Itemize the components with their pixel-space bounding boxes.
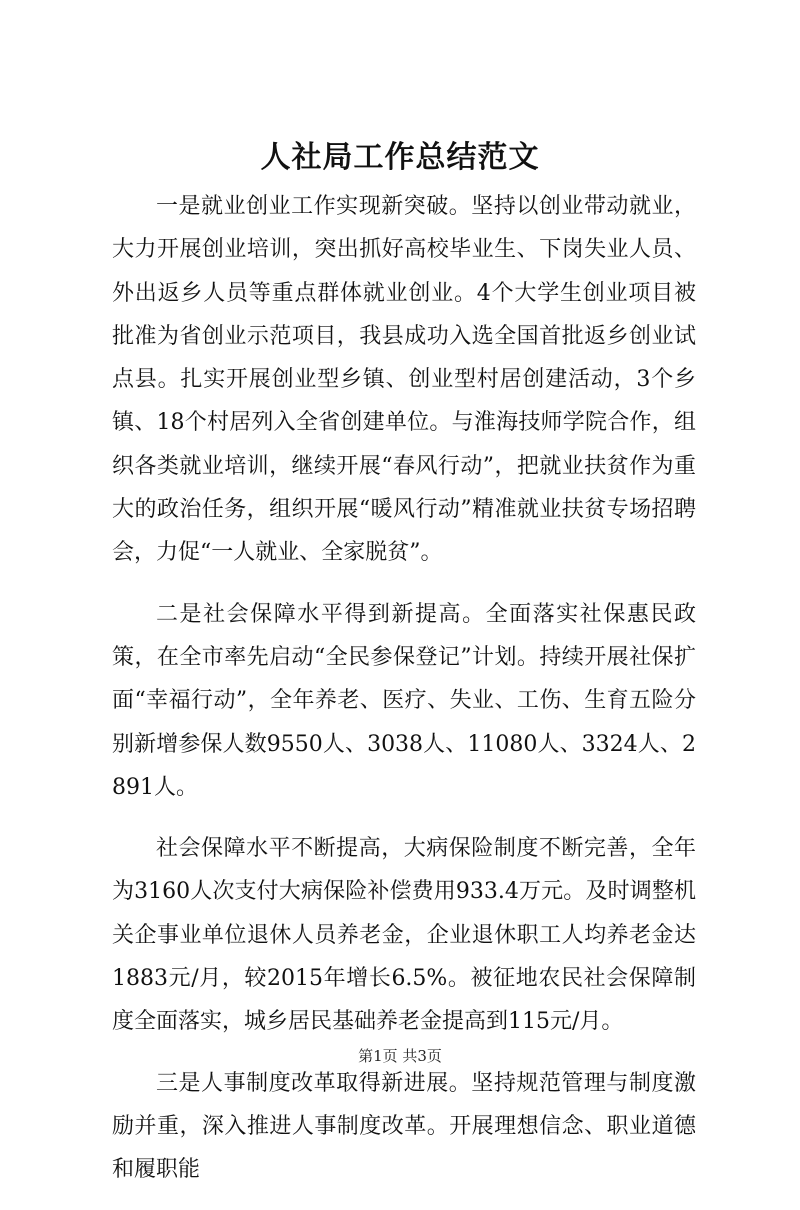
paragraph-social-security: 二是社会保障水平得到新提高。全面落实社保惠民政策，在全市率先启动“全民参保登记”计划。持续开展社保扩面“幸福行动”，全年养老、医疗、失业、工伤、生育五险分别新增参保人数9550人、3038人、11080人、3324人、2891人。	[112, 601, 696, 800]
paragraph-employment: 一是就业创业工作实现新突破。坚持以创业带动就业，大力开展创业培训，突出抓好高校毕业生、下岗失业人员、外出返乡人员等重点群体就业创业。4个大学生创业项目被批准为省创业示范项目，我县成功入选全国首批返乡创业试点县。扎实开展创业型乡镇、创业型村居创建活动，3个乡镇、18个村居列入全省创建单位。与淮海技师学院合作，组织各类就业培训，继续开展“春风行动”，把就业扶贫作为重大的政治任务，组织开展“暖风行动”精准就业扶贫专场招聘会，力促“一人就业、全家脱贫”。	[112, 194, 696, 566]
paragraph-insurance: 社会保障水平不断提高，大病保险制度不断完善，全年为3160人次支付大病保险补偿费用933.4万元。及时调整机关企事业单位退休人员养老金，企业退休职工人均养老金达1883元/月，较2015年增长6.5%。被征地农民社会保障制度全面落实，城乡居民基础养老金提高到115元/月。	[112, 836, 696, 1035]
document-title: 人社局工作总结范文	[260, 140, 540, 175]
paragraph-personnel-reform: 三是人事制度改革取得新进展。坚持规范管理与制度激励并重，深入推进人事制度改革。开展理想信念、职业道德和履职能	[112, 1070, 696, 1183]
page-footer: 第1页 共3页	[358, 1047, 442, 1065]
